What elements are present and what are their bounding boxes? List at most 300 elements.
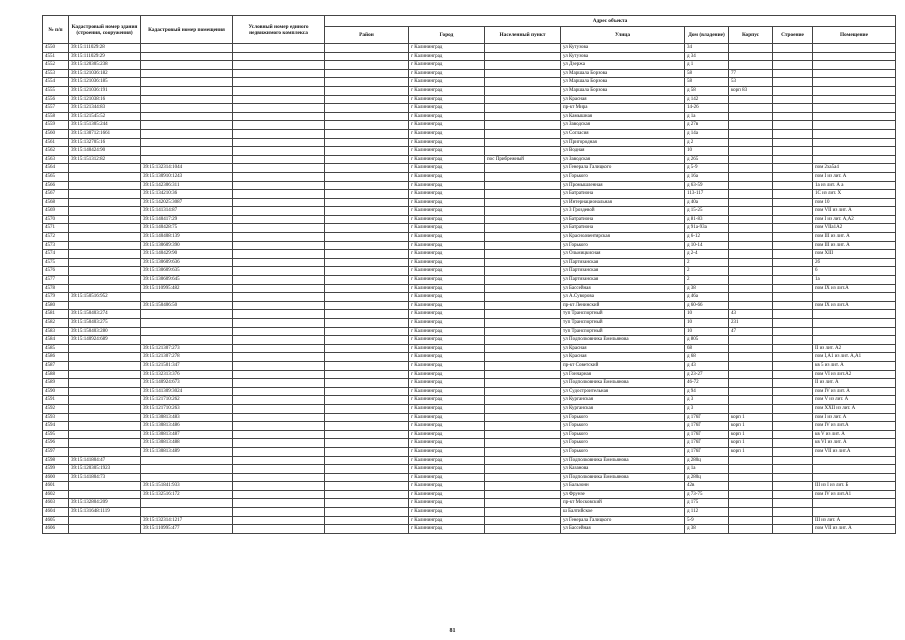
cell-locality xyxy=(485,293,561,302)
cell-room xyxy=(813,86,896,95)
cell-cond-complex xyxy=(233,78,325,87)
cell-city: г Калининград xyxy=(409,258,485,267)
cell-stroenie xyxy=(773,147,813,156)
cell-street: ул Красная xyxy=(561,95,685,104)
cell-house: д 94 xyxy=(685,387,729,396)
table-row xyxy=(43,396,896,405)
cell-cad-room xyxy=(141,52,233,61)
cell-city: г Калининград xyxy=(409,215,485,224)
table-row xyxy=(43,319,896,328)
cell-room: пом IX из лит.А xyxy=(813,301,896,310)
cell-num: 4597 xyxy=(43,447,69,456)
cell-cond-complex xyxy=(233,310,325,319)
cell-locality xyxy=(485,112,561,121)
cell-cad-room: 39:15:130813:486 xyxy=(141,422,233,431)
cell-city: г Калининград xyxy=(409,121,485,130)
cell-city: г Калининград xyxy=(409,267,485,276)
cell-korpus xyxy=(729,233,773,242)
cell-room xyxy=(813,104,896,113)
cell-cad-room xyxy=(141,508,233,517)
cell-stroenie xyxy=(773,499,813,508)
cell-korpus xyxy=(729,456,773,465)
table-row xyxy=(43,215,896,224)
cell-district xyxy=(325,138,409,147)
cell-city: г Калининград xyxy=(409,353,485,362)
cell-city: г Калининград xyxy=(409,112,485,121)
cell-cad-building xyxy=(69,396,141,405)
cell-cad-room xyxy=(141,129,233,138)
table-row xyxy=(43,447,896,456)
cell-house: д 176Г xyxy=(685,430,729,439)
cell-house: 46-72 xyxy=(685,379,729,388)
cell-cad-room xyxy=(141,138,233,147)
cell-cond-complex xyxy=(233,207,325,216)
header-locality: Населенный пункт xyxy=(485,27,561,44)
cell-cad-building xyxy=(69,447,141,456)
cell-locality xyxy=(485,396,561,405)
cell-room: пом IX из лит.А xyxy=(813,284,896,293)
cell-cond-complex xyxy=(233,430,325,439)
cell-house: д 34 xyxy=(685,52,729,61)
cell-cad-room xyxy=(141,112,233,121)
table-row xyxy=(43,224,896,233)
cell-num: 4594 xyxy=(43,422,69,431)
table-row xyxy=(43,422,896,431)
cell-cad-building xyxy=(69,207,141,216)
cell-room xyxy=(813,95,896,104)
cell-locality xyxy=(485,95,561,104)
cell-cad-room: 39:15:121710:263 xyxy=(141,404,233,413)
cell-room xyxy=(813,44,896,53)
cell-cond-complex xyxy=(233,301,325,310)
cell-locality xyxy=(485,284,561,293)
cell-locality xyxy=(485,69,561,78)
cell-cad-room xyxy=(141,310,233,319)
cell-city: г Калининград xyxy=(409,233,485,242)
cell-korpus xyxy=(729,172,773,181)
cell-cad-room: 39:15:132313:376 xyxy=(141,370,233,379)
cell-district xyxy=(325,361,409,370)
object-registry-table xyxy=(42,15,896,534)
cell-cad-building: 39:15:111029:29 xyxy=(69,52,141,61)
table-row xyxy=(43,525,896,534)
cell-cad-building xyxy=(69,525,141,534)
cell-cad-building xyxy=(69,439,141,448)
cell-street: ул Подполковника Емельянова xyxy=(561,336,685,345)
cell-num: 4588 xyxy=(43,370,69,379)
cell-city: г Калининград xyxy=(409,499,485,508)
cell-street: ул Курганская xyxy=(561,396,685,405)
table-row xyxy=(43,147,896,156)
cell-korpus xyxy=(729,404,773,413)
cell-cad-room: 39:15:142306:311 xyxy=(141,181,233,190)
cell-locality xyxy=(485,370,561,379)
cell-cad-room: 39:15:130813:487 xyxy=(141,430,233,439)
cell-stroenie xyxy=(773,86,813,95)
cell-korpus xyxy=(729,52,773,61)
cell-district xyxy=(325,44,409,53)
cell-district xyxy=(325,301,409,310)
cell-cond-complex xyxy=(233,112,325,121)
cell-room xyxy=(813,499,896,508)
cell-stroenie xyxy=(773,361,813,370)
cell-locality xyxy=(485,44,561,53)
cell-cad-building: 39:15:121038:16 xyxy=(69,95,141,104)
cell-city: г Калининград xyxy=(409,241,485,250)
table-row xyxy=(43,327,896,336)
cell-cond-complex xyxy=(233,86,325,95)
cell-house: д 142 xyxy=(685,95,729,104)
cell-cond-complex xyxy=(233,181,325,190)
cell-street: ул Водная xyxy=(561,147,685,156)
cell-street: ул Маршала Борзова xyxy=(561,86,685,95)
cell-cad-building xyxy=(69,198,141,207)
cell-house: д 805 xyxy=(685,336,729,345)
table-body xyxy=(43,44,896,534)
cell-street: ул Бассейная xyxy=(561,284,685,293)
cell-city: г Калининград xyxy=(409,284,485,293)
cell-street: ул Батратионa xyxy=(561,224,685,233)
cell-room: пом 2ха5а4 xyxy=(813,164,896,173)
cell-cond-complex xyxy=(233,327,325,336)
cell-korpus xyxy=(729,301,773,310)
cell-stroenie xyxy=(773,465,813,474)
cell-num: 4573 xyxy=(43,241,69,250)
cell-cad-room: 39:15:130813:489 xyxy=(141,447,233,456)
cell-room: пом IV из лит.А xyxy=(813,422,896,431)
table-row xyxy=(43,61,896,70)
table-row xyxy=(43,370,896,379)
cell-korpus: 231 xyxy=(729,319,773,328)
cell-cad-room xyxy=(141,95,233,104)
cell-cad-building: 39:15:150403:274 xyxy=(69,310,141,319)
cell-district xyxy=(325,61,409,70)
header-house: Дом (владение) xyxy=(685,27,729,44)
cell-house: д 68 xyxy=(685,353,729,362)
table-row xyxy=(43,267,896,276)
cell-house: д 2-4 xyxy=(685,250,729,259)
cell-stroenie xyxy=(773,422,813,431)
cell-stroenie xyxy=(773,396,813,405)
cell-room: 1С из лит. Х xyxy=(813,190,896,199)
cell-cad-building xyxy=(69,215,141,224)
cell-korpus xyxy=(729,121,773,130)
table-row xyxy=(43,310,896,319)
cell-korpus xyxy=(729,207,773,216)
cell-cad-building xyxy=(69,224,141,233)
cell-cond-complex xyxy=(233,147,325,156)
cell-locality xyxy=(485,508,561,517)
cell-city: г Калининград xyxy=(409,439,485,448)
cell-num: 4558 xyxy=(43,112,69,121)
cell-num: 4579 xyxy=(43,293,69,302)
cell-cad-building xyxy=(69,361,141,370)
cell-house: д 73-75 xyxy=(685,490,729,499)
cell-korpus xyxy=(729,473,773,482)
cell-cond-complex xyxy=(233,164,325,173)
cell-num: 4552 xyxy=(43,61,69,70)
cell-street: пр-кт Мира xyxy=(561,104,685,113)
cell-num: 4589 xyxy=(43,379,69,388)
table-row xyxy=(43,516,896,525)
cell-cad-room: 39:15:140408:139 xyxy=(141,233,233,242)
cell-room: пом VII из лит. А xyxy=(813,525,896,534)
cell-stroenie xyxy=(773,198,813,207)
cell-city: г Калининград xyxy=(409,473,485,482)
cell-locality xyxy=(485,344,561,353)
cell-cond-complex xyxy=(233,499,325,508)
cell-room: кв V из лит. А xyxy=(813,430,896,439)
cell-district xyxy=(325,207,409,216)
cell-city: г Калининград xyxy=(409,129,485,138)
cell-korpus xyxy=(729,112,773,121)
cell-house: 34 xyxy=(685,44,729,53)
cell-street: пр-кт Московский xyxy=(561,499,685,508)
cell-cond-complex xyxy=(233,456,325,465)
cell-stroenie xyxy=(773,387,813,396)
table-row xyxy=(43,112,896,121)
table-row xyxy=(43,155,896,164)
cell-locality xyxy=(485,516,561,525)
cell-cad-room xyxy=(141,473,233,482)
cell-cad-building xyxy=(69,490,141,499)
header-address-group: Адрес объекта xyxy=(325,16,896,27)
cell-district xyxy=(325,52,409,61)
cell-stroenie xyxy=(773,284,813,293)
cell-locality xyxy=(485,138,561,147)
cell-korpus xyxy=(729,465,773,474)
cell-district xyxy=(325,112,409,121)
cell-cad-room: 39:15:132516:172 xyxy=(141,490,233,499)
cell-locality xyxy=(485,190,561,199)
cell-room xyxy=(813,327,896,336)
cell-num: 4577 xyxy=(43,276,69,285)
cell-cad-room: 39:15:110995:477 xyxy=(141,525,233,534)
cell-district xyxy=(325,233,409,242)
table-row xyxy=(43,293,896,302)
cell-locality xyxy=(485,241,561,250)
cell-korpus xyxy=(729,353,773,362)
cell-room: пом I из лит. А xyxy=(813,413,896,422)
cell-room: пом V из лит. А xyxy=(813,396,896,405)
cell-city: г Калининград xyxy=(409,44,485,53)
cell-cad-building xyxy=(69,181,141,190)
cell-city: г Калининград xyxy=(409,456,485,465)
table-row xyxy=(43,78,896,87)
cell-street: ул Судостроительная xyxy=(561,387,685,396)
cell-stroenie xyxy=(773,241,813,250)
cell-num: 4603 xyxy=(43,499,69,508)
cell-street: ул 3 Гроздевой xyxy=(561,207,685,216)
cell-street: ул Промышленная xyxy=(561,181,685,190)
cell-cond-complex xyxy=(233,52,325,61)
cell-num: 4580 xyxy=(43,301,69,310)
cell-korpus xyxy=(729,155,773,164)
cell-locality xyxy=(485,250,561,259)
cell-stroenie xyxy=(773,310,813,319)
cell-house: д 60-66 xyxy=(685,301,729,310)
cell-cad-building xyxy=(69,267,141,276)
cell-street: ул Бальзонн xyxy=(561,482,685,491)
cell-num: 4560 xyxy=(43,129,69,138)
cell-stroenie xyxy=(773,250,813,259)
cell-district xyxy=(325,190,409,199)
cell-district xyxy=(325,465,409,474)
cell-cond-complex xyxy=(233,422,325,431)
cell-cond-complex xyxy=(233,293,325,302)
cell-cad-building: 39:15:111029:28 xyxy=(69,44,141,53)
cell-city: г Калининград xyxy=(409,69,485,78)
cell-cad-building: 39:15:121036:191 xyxy=(69,86,141,95)
cell-house: д 3 xyxy=(685,404,729,413)
cell-house: д 1а xyxy=(685,112,729,121)
cell-room: кв VI из лит. А xyxy=(813,439,896,448)
cell-city: г Калининград xyxy=(409,224,485,233)
cell-street: ул Подполковника Емельянова xyxy=(561,379,685,388)
cell-cad-building xyxy=(69,301,141,310)
cell-street: ул Казанова xyxy=(561,465,685,474)
cell-cond-complex xyxy=(233,361,325,370)
cell-district xyxy=(325,353,409,362)
cell-city: г Калининград xyxy=(409,447,485,456)
cell-korpus xyxy=(729,44,773,53)
cell-cad-building: 39:15:150403:275 xyxy=(69,319,141,328)
cell-cad-room: 39:15:130813:483 xyxy=(141,413,233,422)
cell-locality xyxy=(485,422,561,431)
cell-street: ул Красноачентярская xyxy=(561,233,685,242)
cell-locality xyxy=(485,61,561,70)
cell-stroenie xyxy=(773,404,813,413)
cell-cad-room xyxy=(141,465,233,474)
cell-cond-complex xyxy=(233,473,325,482)
table-row xyxy=(43,336,896,345)
header-room: Помещение xyxy=(813,27,896,44)
cell-num: 4568 xyxy=(43,198,69,207)
cell-locality xyxy=(485,310,561,319)
table-row xyxy=(43,241,896,250)
cell-district xyxy=(325,86,409,95)
cell-cond-complex xyxy=(233,69,325,78)
table-row xyxy=(43,482,896,491)
cell-room: пом I из лит. А,А2 xyxy=(813,215,896,224)
cell-korpus xyxy=(729,525,773,534)
cell-district xyxy=(325,155,409,164)
cell-room: пом VIIa1А2 xyxy=(813,224,896,233)
cell-house: 42в xyxy=(685,482,729,491)
cell-district xyxy=(325,95,409,104)
cell-cad-building: 39:15:121545:52 xyxy=(69,112,141,121)
cell-num: 4565 xyxy=(43,172,69,181)
cell-cad-building xyxy=(69,164,141,173)
table-row xyxy=(43,138,896,147)
cell-cad-building xyxy=(69,404,141,413)
cell-cond-complex xyxy=(233,190,325,199)
cell-cad-room xyxy=(141,86,233,95)
cell-num: 4605 xyxy=(43,516,69,525)
cell-cond-complex xyxy=(233,379,325,388)
table-row xyxy=(43,207,896,216)
cell-cond-complex xyxy=(233,525,325,534)
cell-cad-building xyxy=(69,284,141,293)
cell-cad-building xyxy=(69,516,141,525)
cell-cad-building: 39:15:130712:1661 xyxy=(69,129,141,138)
cell-room xyxy=(813,61,896,70)
cell-cad-room: 39:15:141314:87 xyxy=(141,207,233,216)
table-row xyxy=(43,465,896,474)
header-street: Улица xyxy=(561,27,685,44)
page-number: 81 xyxy=(449,628,456,634)
cell-stroenie xyxy=(773,164,813,173)
cell-district xyxy=(325,129,409,138)
cell-locality xyxy=(485,361,561,370)
cell-num: 4559 xyxy=(43,121,69,130)
table-row xyxy=(43,69,896,78)
cell-cad-building xyxy=(69,413,141,422)
cell-room xyxy=(813,336,896,345)
cell-district xyxy=(325,379,409,388)
cell-num: 4591 xyxy=(43,396,69,405)
cell-cad-room: 39:15:130813:488 xyxy=(141,439,233,448)
cell-room xyxy=(813,112,896,121)
cell-korpus xyxy=(729,396,773,405)
cell-city: г Калининград xyxy=(409,508,485,517)
cell-cad-building xyxy=(69,370,141,379)
cell-cad-building: 39:15:132705:16 xyxy=(69,138,141,147)
cell-house: д 27в xyxy=(685,121,729,130)
cell-cad-room xyxy=(141,499,233,508)
cell-district xyxy=(325,525,409,534)
cell-street: ул Заводская xyxy=(561,155,685,164)
cell-district xyxy=(325,327,409,336)
header-stroenie: Строение xyxy=(773,27,813,44)
cell-stroenie xyxy=(773,258,813,267)
cell-locality xyxy=(485,456,561,465)
cell-cond-complex xyxy=(233,508,325,517)
cell-stroenie xyxy=(773,104,813,113)
cell-house: д 176Г xyxy=(685,447,729,456)
cell-korpus xyxy=(729,490,773,499)
cell-korpus xyxy=(729,508,773,517)
cell-cad-building xyxy=(69,276,141,285)
cell-cond-complex xyxy=(233,138,325,147)
cell-num: 4557 xyxy=(43,104,69,113)
cell-cad-building: 39:15:151305:244 xyxy=(69,121,141,130)
cell-stroenie xyxy=(773,52,813,61)
cell-district xyxy=(325,276,409,285)
cell-cond-complex xyxy=(233,490,325,499)
cell-room xyxy=(813,456,896,465)
cell-cond-complex xyxy=(233,413,325,422)
cell-stroenie xyxy=(773,301,813,310)
cell-city: г Калининград xyxy=(409,370,485,379)
cell-stroenie xyxy=(773,276,813,285)
cell-cond-complex xyxy=(233,336,325,345)
cell-cad-building: 39:15:121036:185 xyxy=(69,78,141,87)
cell-street: туп Транспортный xyxy=(561,310,685,319)
cell-cad-building xyxy=(69,241,141,250)
cell-cad-room: 39:15:142025:3087 xyxy=(141,198,233,207)
cell-house: д 1а xyxy=(685,465,729,474)
header-cad-building: Кадастровый номер здания (строения, сооружения) xyxy=(69,16,141,44)
cell-korpus xyxy=(729,215,773,224)
cell-locality xyxy=(485,172,561,181)
cell-cad-building: 39:15:120305:238 xyxy=(69,61,141,70)
cell-house: д 10-14 xyxy=(685,241,729,250)
cell-num: 4604 xyxy=(43,508,69,517)
cell-cad-room xyxy=(141,293,233,302)
cell-house: 58 xyxy=(685,69,729,78)
cell-cond-complex xyxy=(233,250,325,259)
